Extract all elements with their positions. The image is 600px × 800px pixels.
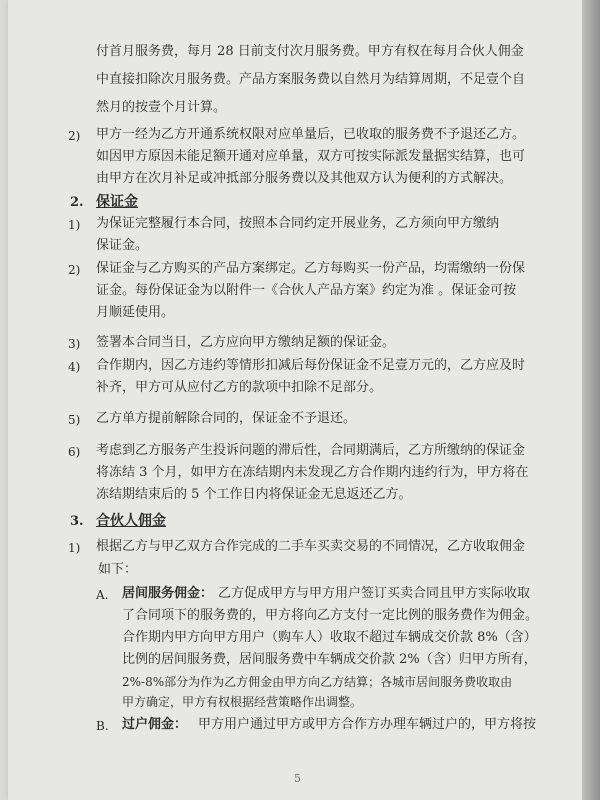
paragraph-line: 付首月服务费，每月 28 日前支付次月服务费。甲方有权在每月合伙人佣金 xyxy=(96,44,524,59)
paragraph-line: 中直接扣除次月服务费。产品方案服务费以自然月为结算周期，不足壹个自 xyxy=(96,72,526,87)
section-number: 2. xyxy=(70,195,84,210)
sub-line: 合作期内甲方向甲方用户（购车人）收取不超过车辆成交价款 8%（含） xyxy=(122,630,537,645)
document-page xyxy=(8,0,582,800)
list-item-line: 保证金。 xyxy=(96,238,149,253)
list-item-line: 补齐，甲方可从应付乙方的款项中扣除不足部分。 xyxy=(96,380,383,395)
list-item-line: 冻结期结束后的 5 个工作日内将保证金无息返还乙方。 xyxy=(96,487,412,502)
sub-line: 了合同项下的服务费的，甲方将向乙方支付一定比例的服务费作为佣金。 xyxy=(122,608,539,623)
list-item-line: 月顺延使用。 xyxy=(96,305,175,320)
sub-letter: A. xyxy=(96,588,109,602)
section-title: 合伙人佣金 xyxy=(96,513,166,529)
list-item-line: 为保证完整履行本合同，按照本合同约定开展业务，乙方须向甲方缴纳 xyxy=(96,216,500,231)
list-item-line: 证金。每份保证金为以附件一《合伙人产品方案》约定为准 。保证金可按 xyxy=(96,283,517,298)
page-edge-shadow xyxy=(582,0,600,800)
list-item-line: 根据乙方与甲乙双方合作完成的二手车买卖交易的不同情况，乙方收取佣金 xyxy=(96,539,526,554)
list-number: 3) xyxy=(68,337,81,351)
sub-title: 过户佣金： xyxy=(122,717,188,732)
list-item-line: 如下： xyxy=(98,562,138,577)
sub-line: 甲方用户通过甲方或甲方合作方办理车辆过户的，甲方将按 xyxy=(198,717,537,732)
section-title: 保证金 xyxy=(96,194,138,210)
list-item-line: 如因甲方原因未能足额开通对应单量，双方可按实际派发量据实结算，也可 xyxy=(96,149,526,164)
section-number: 3. xyxy=(70,514,84,529)
list-number: 6) xyxy=(68,445,81,459)
sub-title: 居间服务佣金： xyxy=(122,586,214,601)
list-number: 1) xyxy=(68,218,81,232)
list-item-line: 合作期内，因乙方违约等情形扣减后每份保证金不足壹万元的，乙方应及时 xyxy=(96,358,526,373)
list-item-line: 甲方一经为乙方开通系统权限对应单量后，已收取的服务费不予退还乙方。 xyxy=(96,127,526,142)
sub-line: 2%-8%部分为作为乙方佣金由甲方向乙方结算；各城市居间服务费收取由 xyxy=(122,675,513,689)
list-item-line: 保证金与乙方购买的产品方案绑定。乙方每购买一份产品，均需缴纳一份保 xyxy=(96,261,526,276)
list-number: 2) xyxy=(68,263,81,277)
list-item-line: 将冻结 3 个月，如甲方在冻结期内未发现乙方合作期内违约行为，甲方将在 xyxy=(96,465,529,480)
list-number: 4) xyxy=(68,360,81,374)
sub-line: 乙方促成甲方与甲方用户签订买卖合同且甲方实际收取 xyxy=(218,586,531,601)
list-item-line: 由甲方在次月补足或冲抵部分服务费以及其他双方认为便利的方式解决。 xyxy=(96,171,513,186)
list-item-line: 乙方单方提前解除合同的，保证金不予退还。 xyxy=(96,411,357,426)
list-item-line: 考虑到乙方服务产生投诉问题的滞后性，合同期满后，乙方所缴纳的保证金 xyxy=(96,443,526,458)
list-item-line: 签署本合同当日，乙方应向甲方缴纳足额的保证金。 xyxy=(96,335,396,350)
list-number: 1) xyxy=(68,541,81,555)
list-number: 2) xyxy=(68,129,81,143)
sub-letter: B. xyxy=(96,719,109,733)
sub-line: 甲方确定，甲方有权根据经营策略作出调整。 xyxy=(122,695,363,709)
list-number: 5) xyxy=(68,413,81,427)
paragraph-line: 然月的按壹个月计算。 xyxy=(96,100,227,115)
sub-line: 比例的居间服务费，居间服务费中车辆成交价款 2%（含）归甲方所有， xyxy=(122,652,537,667)
page-number: 5 xyxy=(294,772,301,785)
